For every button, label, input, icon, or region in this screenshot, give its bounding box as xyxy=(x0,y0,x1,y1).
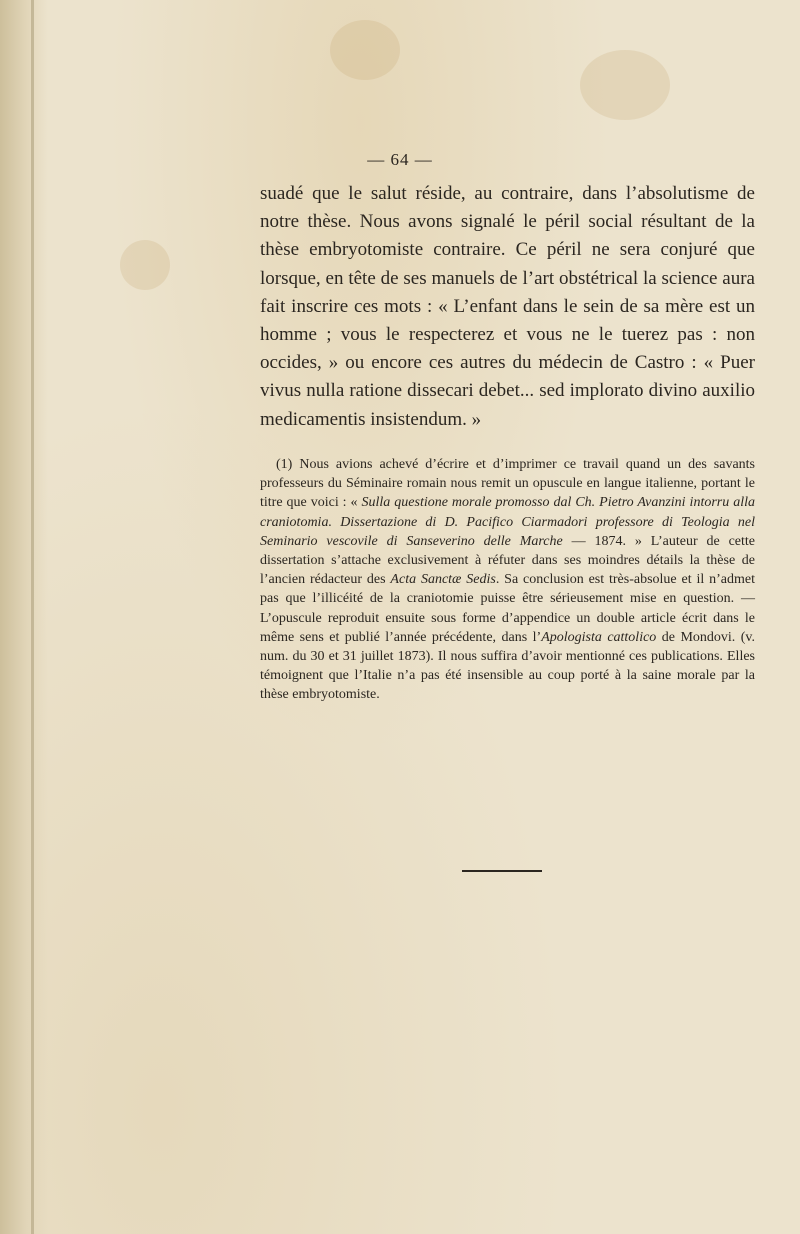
paper-stain xyxy=(120,240,170,290)
binding-edge xyxy=(31,0,34,1234)
footnote-part-1: (1) Nous avions achevé d’écrire et d’imprimer ce travail quand un des savants professeurs du Séminaire romain nous remit un opuscule en langue italienne, portant le titre que voici : « xyxy=(260,457,755,511)
paper-stain xyxy=(580,50,670,120)
footnote-part-2: — 1874. » L’auteur de cette dissertation s’attache exclusivement à réfuter dans ses moindres détails la thèse de l’ancien rédacteur des xyxy=(260,533,755,588)
italian-title: Sulla questione morale promosso dal Ch. Pietro Avanzini intorru alla craniotomia. Dissertazione di D. Pacifico Ciarmadori professore di Teologia nel Seminario vescovile di Sanseverino delle Marche xyxy=(260,495,755,549)
footnote-text xyxy=(260,455,755,705)
body-paragraph xyxy=(260,180,755,434)
apologista-title: Apologista cattolico xyxy=(541,629,657,645)
body-text: suadé que le salut réside, au contraire, dans l’absolutisme de notre thèse. Nous avons signalé le péril social résultant de la thèse embryotomiste contraire. Ce péril ne sera conjuré que lorsque, en tête de ses manuels de l’art obstétrical la science aura fait inscrire ces mots : « L’enfant dans le sein de sa mère est un homme ; vous le respecterez et vous ne le tuerez pas : non occides, » ou encore ces autres du médecin de Castro : « Puer vivus nulla ratione dissecari debet... sed implorato divino auxilio medicamentis insistendum. » xyxy=(260,183,755,430)
acta-title: Acta Sanctæ Sedis xyxy=(390,572,496,588)
footnote-part-4: de Mondovi. (v. num. du 30 et 31 juillet 1873). Il nous suffira d’avoir mentionné ces publications. Elles témoignent que l’Italie n’a pas été insensible au coup porté à la saine morale par la thèse embryotomiste. xyxy=(260,629,756,703)
footnote xyxy=(260,455,755,705)
page-number: — 64 — xyxy=(367,150,433,169)
paper-stain xyxy=(330,20,400,80)
binding-gutter xyxy=(0,0,48,1234)
footnote-part-3: . Sa conclusion est très-absolue et il n’admet pas que l’illicéité de la craniotomie puisse être sérieusement mise en question. — L’opuscule reproduit ensuite sous forme d’appendice un double article écrit dans le même sens et publié l’année précédente, dans l’ xyxy=(260,572,755,645)
section-separator xyxy=(462,870,542,872)
